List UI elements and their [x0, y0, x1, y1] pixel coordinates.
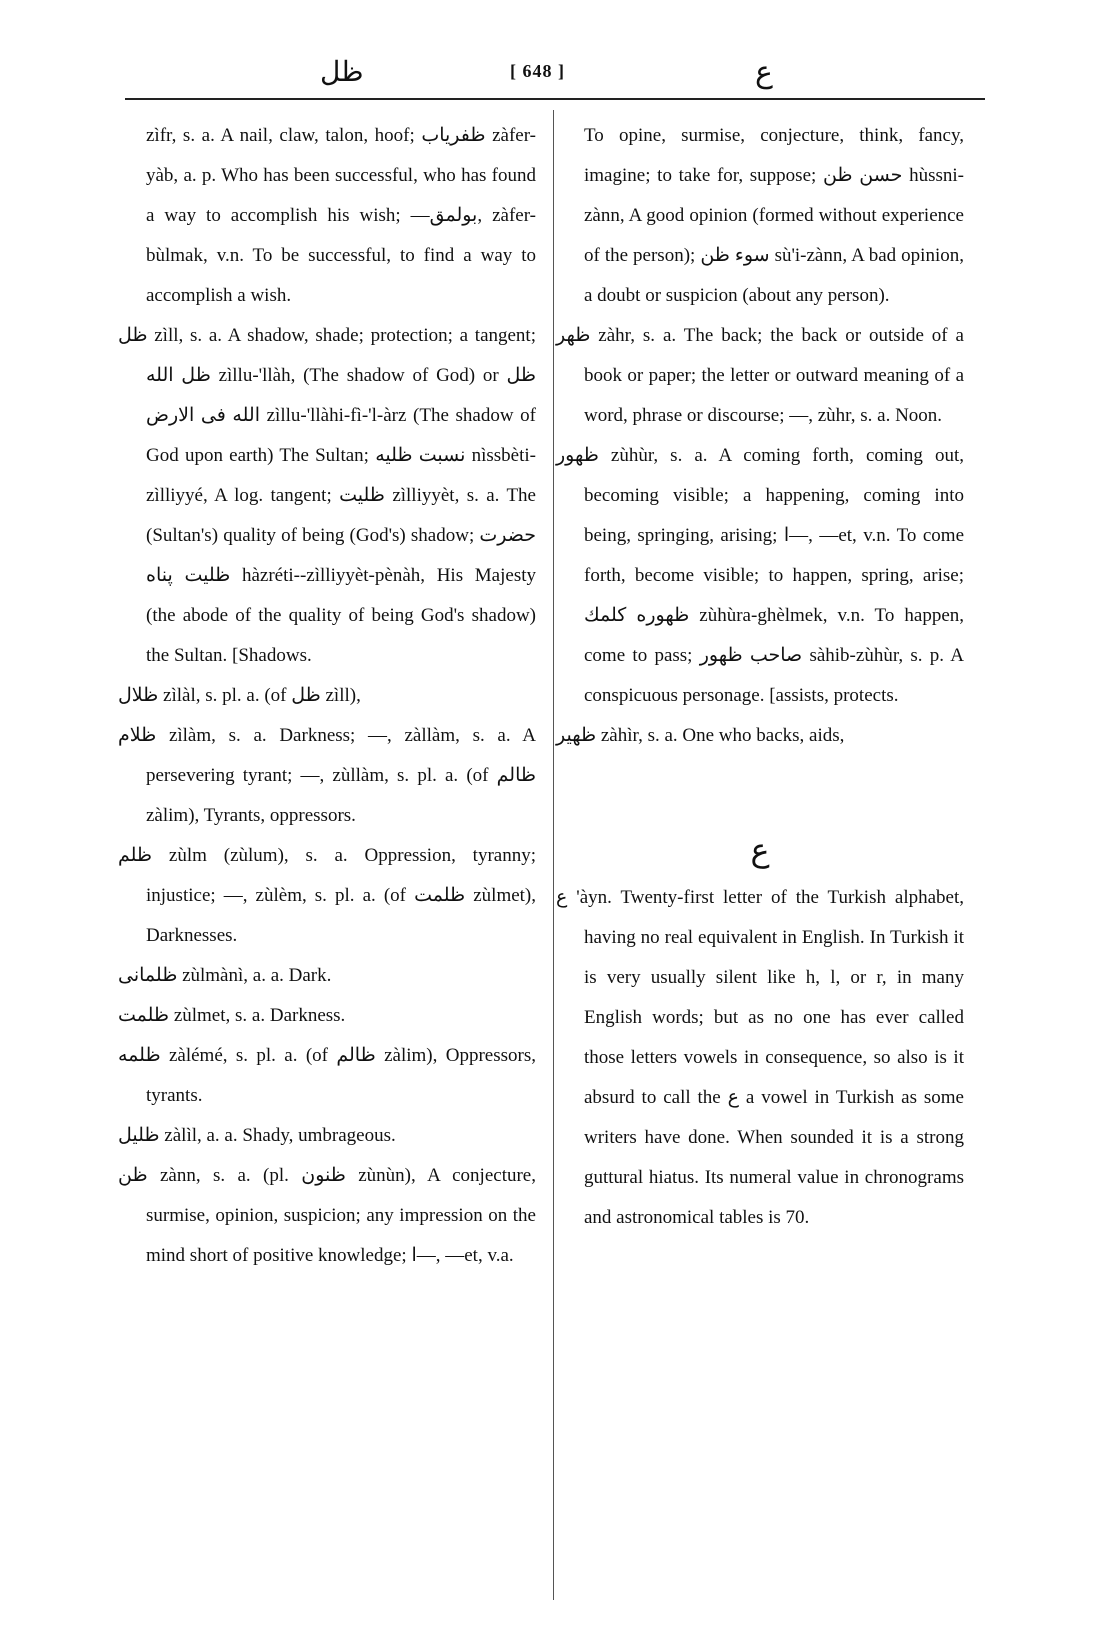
dictionary-entry: zìfr, s. a. A nail, claw, talon, hoof; ظفریاب zàfer-yàb, a. p. Who has been successful, who has found a way to accomplish his wish; —بولمق, zàfer-bùlmak, v.n. To be successful, to find a way to accomplish a wish.: [146, 125, 537, 306]
dictionary-entry: ظهور zùhùr, s. a. A coming forth, coming out, becoming visible; a happening, coming into being, springing, arising; ا—, —et, v.n. To come forth, become visible; to happen, spring, arise; ظهوره کلمك zùhùra-ghèlmek, v.n. To happen, come to pass; صاحب ظهور sàhib-zùhùr, s. p. A conspicuous personage. [assists, protects.: [556, 445, 964, 706]
right-headword: ع: [755, 56, 773, 89]
right-column: [556, 116, 964, 1238]
dictionary-entry: ظلام zìlàm, s. a. Darkness; —, zàllàm, s. a. A persevering tyrant; —, zùllàm, s. pl. a. (of ظالم zàlim), Tyrants, oppressors.: [118, 725, 536, 826]
dictionary-entry: ظلمت zùlmet, s. a. Darkness.: [118, 1005, 346, 1026]
dictionary-entry: ظلیل zàlìl, a. a. Shady, umbrageous.: [118, 1125, 396, 1146]
page-number: [ 648 ]: [510, 61, 565, 81]
dictionary-entry: ظلمه zàlémé, s. pl. a. (of ظالم zàlim), Oppressors, tyrants.: [118, 1045, 536, 1106]
dictionary-entry: To opine, surmise, conjecture, think, fancy, imagine; to take for, suppose; حسن ظن hùssni-zànn, A good opinion (formed without experience of the person); سوء ظن sù'i-zànn, A bad opinion, a doubt or suspicion (about any person).: [584, 125, 964, 306]
dictionary-entry: ظهر zàhr, s. a. The back; the back or outside of a book or paper; the letter or outward meaning of a word, phrase or discourse; —, zùhr, s. a. Noon.: [556, 325, 964, 426]
left-headword: ظل: [320, 57, 364, 88]
dictionary-entry: ظل zìll, s. a. A shadow, shade; protection; a tangent; ظل الله zìllu-'llàh, (The shadow of God) or ظل الله فی الارض zìllu-'llàhi-fì-'l-àrz (The shadow of God upon earth) The Sultan; نسبت ظلیه nìssbèti-zìlliyyé, A log. tangent; ظلیت zìlliyyèt, s. a. The (Sultan's) quality of being (God's) shadow; حضرت ظلیت پناه hàzréti--zìlliyyèt-pènàh, His Majesty (the abode of the quality of being God's shadow) the Sultan. [Shadows.: [118, 325, 536, 666]
left-column: [118, 116, 536, 1276]
dictionary-entry: ظهیر zàhìr, s. a. One who backs, aids,: [556, 725, 845, 746]
column-divider: [553, 110, 554, 1600]
dictionary-entry: ظن zànn, s. a. (pl. ظنون zùnùn), A conjecture, surmise, opinion, suspicion; any impression on the mind short of positive knowledge; ا—, —et, v.a.: [118, 1165, 536, 1266]
dictionary-entry: ظلال zìlàl, s. pl. a. (of ظل zìll),: [118, 685, 361, 706]
letter-section-heading: ع: [750, 832, 770, 868]
header-rule: [125, 98, 985, 100]
dictionary-entry: ظلم zùlm (zùlum), s. a. Oppression, tyranny; injustice; —, zùlèm, s. pl. a. (of ظلمت zùlmet), Darknesses.: [118, 845, 537, 946]
dictionary-entry: ع 'àyn. Twenty-first letter of the Turkish alphabet, having no real equivalent in English. In Turkish it is very usually silent like h, l, or r, in many English words; but as no one has ever called those letters vowels in consequence, so also is it absurd to call the ع a vowel in Turkish as some writers have done. When sounded it is a strong guttural hiatus. Its numeral value in chronograms and astronomical tables is 70.: [556, 887, 964, 1228]
page-header: [125, 55, 985, 97]
dictionary-entry: ظلمانی zùlmànì, a. a. Dark.: [118, 965, 332, 986]
